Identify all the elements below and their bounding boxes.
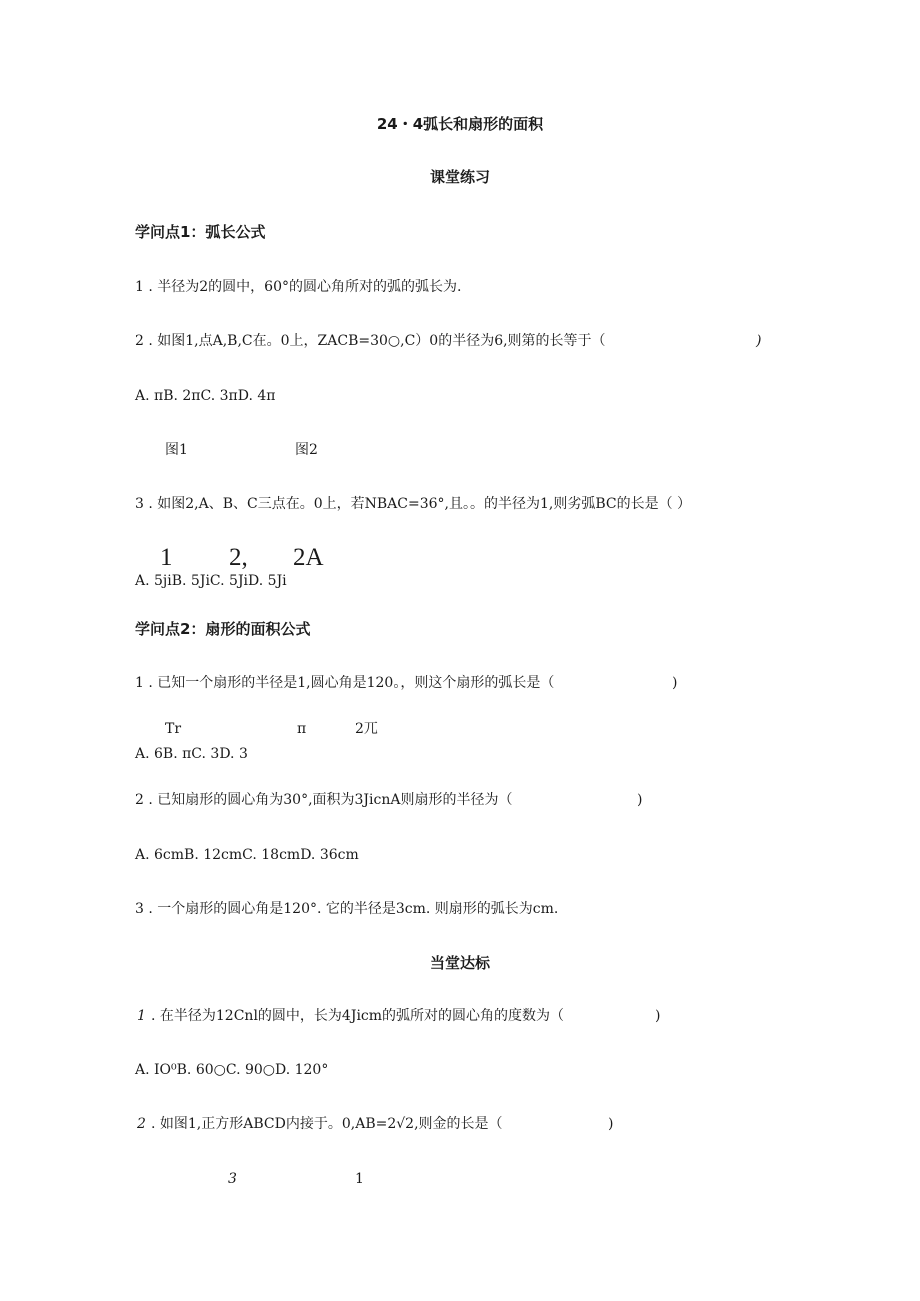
kp2-question-2-close-paren: ) (637, 792, 643, 808)
kp1-heading: 学问点1：弧长公式 (135, 223, 266, 241)
kp1-question-2-close-paren: ) (756, 333, 762, 349)
page-title: 24・4弧长和扇形的面积 (376, 115, 544, 133)
kp2-question-3: 3 . 一个扇形的圆心角是120°. 它的半径是3cm. 则扇形的弧长为cm. (135, 901, 559, 917)
dt-question-2-number: 2 (137, 1116, 146, 1132)
dt-question-1-number: 1 (137, 1008, 146, 1024)
kp2-question-1: 1 . 已知一个扇形的半径是1,圆心角是120。，则这个扇形的弧长是（ (135, 675, 555, 691)
figure-1-label: 图1 (165, 442, 188, 458)
kp1-question-3-fraction-3: 2A (293, 544, 324, 571)
kp1-question-3-options: A. 5jiB. 5JiC. 5JiD. 5Ji (135, 573, 287, 589)
dt-question-2-fraction-1: 3 (228, 1171, 237, 1187)
dt-question-2-close-paren: ) (608, 1116, 614, 1132)
kp2-question-2-options: A. 6cmB. 12cmC. 18cmD. 36cm (135, 847, 359, 863)
section-heading-class-practice: 课堂练习 (429, 168, 490, 186)
dt-question-1: . 在半径为12Cnl的圆中，长为4Jicm的弧所对的圆心角的度数为（ (151, 1008, 565, 1024)
kp1-question-3-fraction-1: 1 (160, 544, 173, 571)
dt-question-1-options: A. IO⁰B. 60○C. 90○D. 120° (135, 1062, 329, 1078)
kp1-question-3-fraction-2: 2, (229, 544, 248, 571)
dt-question-2-fraction-2: 1 (355, 1171, 364, 1187)
kp1-question-2: 2 . 如图1,点A,B,C在。0上，ZACB=30○,C）0的半径为6,则第的长等于（ (135, 333, 606, 349)
kp2-question-2: 2 . 已知扇形的圆心角为30°,面积为3JicnA则扇形的半径为（ (135, 792, 513, 808)
dt-question-2: . 如图1,正方形ABCD内接于。0,AB=2√2,则金的长是（ (151, 1116, 503, 1132)
kp2-question-1-options: A. 6B. πC. 3D. 3 (135, 746, 248, 762)
section-heading-standard: 当堂达标 (429, 954, 490, 972)
kp1-question-2-options: A. πB. 2πC. 3πD. 4π (135, 388, 276, 404)
dt-question-1-close-paren: ) (655, 1008, 661, 1024)
kp1-question-3: 3 . 如图2,A、B、C三点在。0上，若NBAC=36°,且。。的半径为1,则劣弧BC的长是（ ） (135, 496, 692, 512)
kp2-question-1-fraction-1: Tr (165, 721, 182, 737)
kp1-question-1: 1 . 半径为2的圆中，60°的圆心角所对的弧的弧长为. (135, 279, 462, 295)
kp2-question-1-close-paren: ) (672, 675, 678, 691)
kp2-question-1-fraction-3: 2兀 (355, 721, 378, 737)
kp2-heading: 学问点2：扇形的面积公式 (135, 620, 311, 638)
kp2-question-1-fraction-2: π (297, 721, 307, 737)
figure-2-label: 图2 (295, 442, 318, 458)
